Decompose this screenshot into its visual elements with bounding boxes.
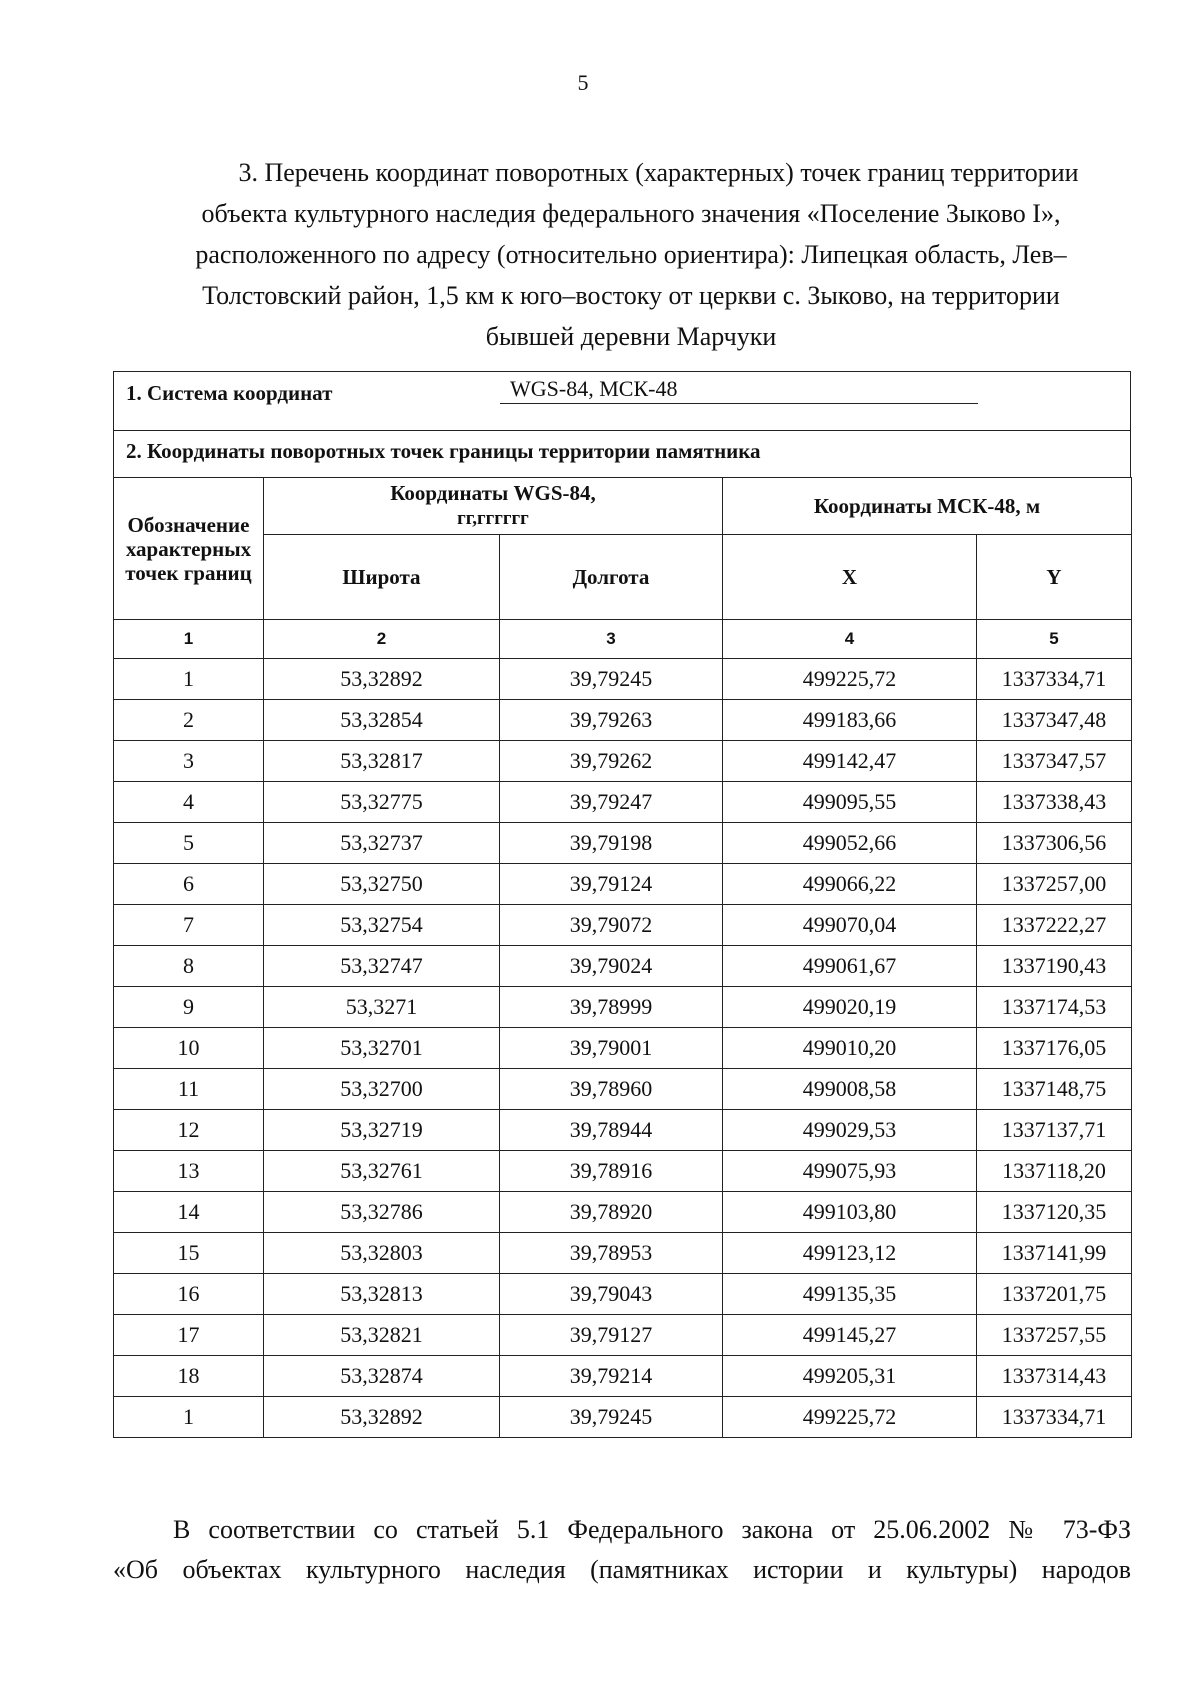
column-number: 3 bbox=[500, 620, 723, 659]
x-cell: 499205,31 bbox=[723, 1356, 977, 1397]
longitude-cell: 39,78944 bbox=[500, 1110, 723, 1151]
y-cell: 1337176,05 bbox=[977, 1028, 1132, 1069]
x-cell: 499225,72 bbox=[723, 659, 977, 700]
x-cell: 499020,19 bbox=[723, 987, 977, 1028]
point-id-cell: 10 bbox=[114, 1028, 264, 1069]
x-cell: 499145,27 bbox=[723, 1315, 977, 1356]
longitude-cell: 39,79001 bbox=[500, 1028, 723, 1069]
x-cell: 499010,20 bbox=[723, 1028, 977, 1069]
x-cell: 499123,12 bbox=[723, 1233, 977, 1274]
longitude-cell: 39,79245 bbox=[500, 659, 723, 700]
table-row bbox=[114, 1110, 1132, 1151]
x-cell: 499135,35 bbox=[723, 1274, 977, 1315]
column-number: 2 bbox=[264, 620, 500, 659]
point-id-cell: 7 bbox=[114, 905, 264, 946]
x-cell: 499103,80 bbox=[723, 1192, 977, 1233]
point-id-cell: 4 bbox=[114, 782, 264, 823]
point-id-cell: 15 bbox=[114, 1233, 264, 1274]
longitude-cell: 39,79198 bbox=[500, 823, 723, 864]
y-cell: 1337347,57 bbox=[977, 741, 1132, 782]
x-cell: 499029,53 bbox=[723, 1110, 977, 1151]
x-cell: 499066,22 bbox=[723, 864, 977, 905]
x-cell: 499052,66 bbox=[723, 823, 977, 864]
longitude-cell: 39,79247 bbox=[500, 782, 723, 823]
table-row bbox=[114, 1028, 1132, 1069]
table-row bbox=[114, 1069, 1132, 1110]
table-row bbox=[114, 1192, 1132, 1233]
latitude-cell: 53,32737 bbox=[264, 823, 500, 864]
point-id-cell: 1 bbox=[114, 659, 264, 700]
point-id-cell: 12 bbox=[114, 1110, 264, 1151]
table-row bbox=[114, 946, 1132, 987]
table-row bbox=[114, 1356, 1132, 1397]
latitude-cell: 53,32803 bbox=[264, 1233, 500, 1274]
longitude-cell: 39,79124 bbox=[500, 864, 723, 905]
point-id-cell: 13 bbox=[114, 1151, 264, 1192]
x-cell: 499142,47 bbox=[723, 741, 977, 782]
latitude-cell: 53,32786 bbox=[264, 1192, 500, 1233]
heading-line: объекта культурного наследия федерального значения «Поселение Зыково I», bbox=[201, 199, 1061, 228]
coordinate-system-label: 1. Система координат bbox=[126, 381, 333, 405]
point-id-cell: 2 bbox=[114, 700, 264, 741]
col-wgs-header bbox=[264, 478, 723, 535]
heading-line: расположенного по адресу (относительно ориентира): Липецкая область, Лев– bbox=[195, 240, 1067, 269]
y-cell: 1337347,48 bbox=[977, 700, 1132, 741]
longitude-cell: 39,79072 bbox=[500, 905, 723, 946]
table-row bbox=[114, 782, 1132, 823]
col-lon-header: Долгота bbox=[500, 535, 723, 620]
wgs-header-unit: гг,гггггг bbox=[457, 508, 529, 529]
latitude-cell: 53,32754 bbox=[264, 905, 500, 946]
table-header-row bbox=[114, 478, 1132, 535]
point-id-cell: 11 bbox=[114, 1069, 264, 1110]
y-cell: 1337118,20 bbox=[977, 1151, 1132, 1192]
x-cell: 499075,93 bbox=[723, 1151, 977, 1192]
longitude-cell: 39,79024 bbox=[500, 946, 723, 987]
latitude-cell: 53,32700 bbox=[264, 1069, 500, 1110]
col-msk-header: Координаты МСК-48, м bbox=[723, 478, 1132, 535]
point-id-cell: 14 bbox=[114, 1192, 264, 1233]
table-row bbox=[114, 864, 1132, 905]
point-id-cell: 18 bbox=[114, 1356, 264, 1397]
heading-line: 3. Перечень координат поворотных (характерных) точек границ территории bbox=[238, 158, 1079, 187]
longitude-cell: 39,78953 bbox=[500, 1233, 723, 1274]
y-cell: 1337148,75 bbox=[977, 1069, 1132, 1110]
x-cell: 499070,04 bbox=[723, 905, 977, 946]
table-row bbox=[114, 987, 1132, 1028]
col-designation-header: Обозначение характерных точек границ bbox=[114, 478, 264, 620]
latitude-cell: 53,32892 bbox=[264, 659, 500, 700]
point-id-cell: 3 bbox=[114, 741, 264, 782]
table-row bbox=[114, 1233, 1132, 1274]
latitude-cell: 53,32854 bbox=[264, 700, 500, 741]
table-row bbox=[114, 1397, 1132, 1438]
divider bbox=[114, 430, 1130, 431]
y-cell: 1337334,71 bbox=[977, 1397, 1132, 1438]
y-cell: 1337137,71 bbox=[977, 1110, 1132, 1151]
y-cell: 1337338,43 bbox=[977, 782, 1132, 823]
y-cell: 1337334,71 bbox=[977, 659, 1132, 700]
coordinate-system-block bbox=[113, 371, 1131, 477]
table-row bbox=[114, 1151, 1132, 1192]
longitude-cell: 39,79245 bbox=[500, 1397, 723, 1438]
longitude-cell: 39,79214 bbox=[500, 1356, 723, 1397]
latitude-cell: 53,32892 bbox=[264, 1397, 500, 1438]
y-cell: 1337314,43 bbox=[977, 1356, 1132, 1397]
y-cell: 1337201,75 bbox=[977, 1274, 1132, 1315]
y-cell: 1337174,53 bbox=[977, 987, 1132, 1028]
point-id-cell: 9 bbox=[114, 987, 264, 1028]
latitude-cell: 53,32701 bbox=[264, 1028, 500, 1069]
wgs-header-title: Координаты WGS-84, bbox=[390, 481, 596, 505]
table-row bbox=[114, 1274, 1132, 1315]
y-cell: 1337141,99 bbox=[977, 1233, 1132, 1274]
latitude-cell: 53,32874 bbox=[264, 1356, 500, 1397]
y-cell: 1337257,00 bbox=[977, 864, 1132, 905]
footer-line: В соответствии со статьей 5.1 Федерального закона от 25.06.2002 № 73-ФЗ bbox=[173, 1515, 1131, 1544]
longitude-cell: 39,78960 bbox=[500, 1069, 723, 1110]
longitude-cell: 39,79127 bbox=[500, 1315, 723, 1356]
y-cell: 1337190,43 bbox=[977, 946, 1132, 987]
table-row bbox=[114, 823, 1132, 864]
latitude-cell: 53,3271 bbox=[264, 987, 500, 1028]
footer-line: «Об объектах культурного наследия (памятниках истории и культуры) народов bbox=[113, 1555, 1131, 1584]
section2-label: 2. Координаты поворотных точек границы территории памятника bbox=[126, 439, 761, 463]
col-lat-header: Широта bbox=[264, 535, 500, 620]
longitude-cell: 39,79263 bbox=[500, 700, 723, 741]
table-row bbox=[114, 1315, 1132, 1356]
longitude-cell: 39,79043 bbox=[500, 1274, 723, 1315]
coordinate-system-value: WGS-84, МСК-48 bbox=[500, 376, 978, 404]
latitude-cell: 53,32761 bbox=[264, 1151, 500, 1192]
point-id-cell: 1 bbox=[114, 1397, 264, 1438]
y-cell: 1337222,27 bbox=[977, 905, 1132, 946]
col-y-header: Y bbox=[977, 535, 1132, 620]
column-number: 4 bbox=[723, 620, 977, 659]
col-x-header: X bbox=[723, 535, 977, 620]
x-cell: 499008,58 bbox=[723, 1069, 977, 1110]
point-id-cell: 8 bbox=[114, 946, 264, 987]
footer-paragraph bbox=[113, 1510, 1131, 1590]
table-row bbox=[114, 700, 1132, 741]
longitude-cell: 39,78916 bbox=[500, 1151, 723, 1192]
latitude-cell: 53,32775 bbox=[264, 782, 500, 823]
y-cell: 1337120,35 bbox=[977, 1192, 1132, 1233]
y-cell: 1337306,56 bbox=[977, 823, 1132, 864]
x-cell: 499061,67 bbox=[723, 946, 977, 987]
latitude-cell: 53,32719 bbox=[264, 1110, 500, 1151]
heading-line: бывшей деревни Марчуки bbox=[485, 322, 777, 351]
latitude-cell: 53,32813 bbox=[264, 1274, 500, 1315]
column-number-row bbox=[114, 620, 1132, 659]
heading-line: Толстовский район, 1,5 км к юго–востоку от церкви с. Зыково, на территории bbox=[202, 281, 1060, 310]
point-id-cell: 16 bbox=[114, 1274, 264, 1315]
page-number: 5 bbox=[577, 70, 589, 95]
table-row bbox=[114, 741, 1132, 782]
coordinates-table bbox=[113, 477, 1132, 1438]
column-number: 1 bbox=[114, 620, 264, 659]
x-cell: 499183,66 bbox=[723, 700, 977, 741]
table-row bbox=[114, 659, 1132, 700]
point-id-cell: 17 bbox=[114, 1315, 264, 1356]
x-cell: 499225,72 bbox=[723, 1397, 977, 1438]
longitude-cell: 39,79262 bbox=[500, 741, 723, 782]
y-cell: 1337257,55 bbox=[977, 1315, 1132, 1356]
latitude-cell: 53,32817 bbox=[264, 741, 500, 782]
latitude-cell: 53,32747 bbox=[264, 946, 500, 987]
table-subheader-row bbox=[114, 535, 1132, 620]
point-id-cell: 5 bbox=[114, 823, 264, 864]
longitude-cell: 39,78920 bbox=[500, 1192, 723, 1233]
section-heading bbox=[130, 152, 1132, 357]
latitude-cell: 53,32750 bbox=[264, 864, 500, 905]
table-row bbox=[114, 905, 1132, 946]
longitude-cell: 39,78999 bbox=[500, 987, 723, 1028]
column-number: 5 bbox=[977, 620, 1132, 659]
x-cell: 499095,55 bbox=[723, 782, 977, 823]
point-id-cell: 6 bbox=[114, 864, 264, 905]
latitude-cell: 53,32821 bbox=[264, 1315, 500, 1356]
